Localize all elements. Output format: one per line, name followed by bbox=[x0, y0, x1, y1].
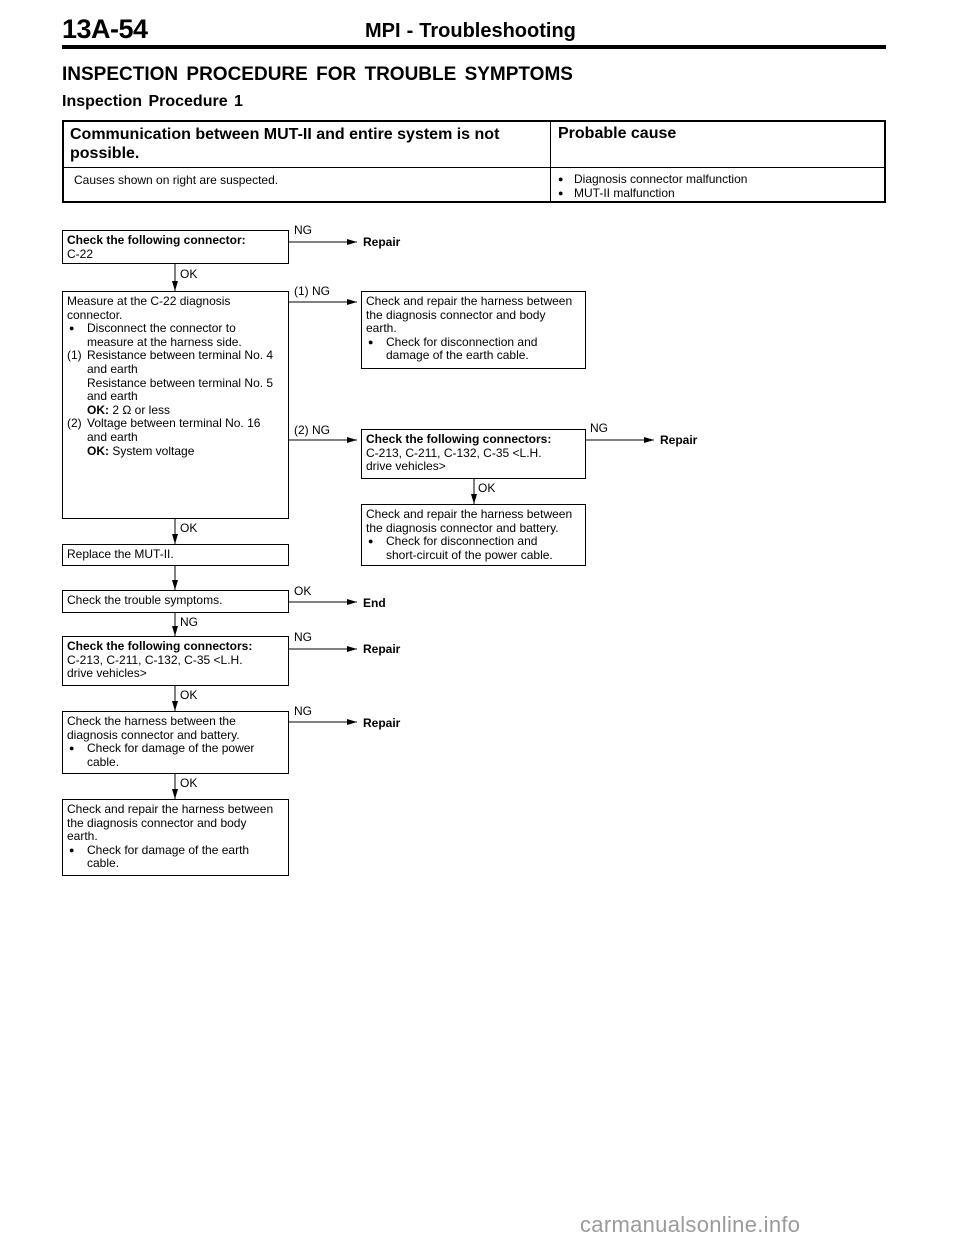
box-text: earth. bbox=[366, 321, 397, 336]
box-text: and earth bbox=[87, 361, 138, 376]
box-bullet: ● Check for damage of the power bbox=[67, 742, 284, 756]
box-text: and earth bbox=[87, 389, 138, 404]
label-ok: OK bbox=[180, 776, 198, 790]
box-text: the diagnosis connector and body bbox=[67, 815, 247, 830]
label-ok: OK bbox=[180, 521, 198, 535]
label-ng: NG bbox=[294, 223, 312, 237]
box-title: Check the following connectors: bbox=[67, 639, 253, 653]
box-title: Check the following connector: bbox=[67, 233, 246, 247]
box-text: C-213, C-211, C-132, C-35 <L.H. bbox=[366, 445, 542, 460]
box-text: connector. bbox=[67, 307, 123, 322]
subsection-name: Troubleshooting bbox=[419, 20, 576, 42]
section-name: MPI bbox=[365, 20, 401, 42]
cause-item: ● Diagnosis connector malfunction bbox=[558, 172, 747, 186]
cause-item: ● MUT-II malfunction bbox=[558, 186, 747, 200]
box-bullet: ● Disconnect the connector to bbox=[67, 322, 284, 336]
item-text: Resistance between terminal No. 4 bbox=[87, 348, 274, 363]
box-text: Resistance between terminal No. 5 bbox=[87, 375, 274, 390]
ok-value: 2 Ω or less bbox=[112, 402, 170, 417]
box-text: cable. bbox=[87, 754, 120, 769]
box-text: diagnosis connector and battery. bbox=[67, 727, 240, 742]
label-ng: NG bbox=[294, 704, 312, 718]
measure-diagnosis-connector-box bbox=[62, 291, 289, 519]
box-text: C-213, C-211, C-132, C-35 <L.H. bbox=[67, 652, 243, 667]
box-text: Replace the MUT-II. bbox=[67, 547, 174, 561]
probable-cause-header: Probable cause bbox=[558, 125, 677, 142]
ok-criterion bbox=[67, 445, 284, 459]
box-numbered-item bbox=[67, 417, 284, 431]
box-text: Check the trouble symptoms. bbox=[67, 593, 223, 607]
action-repair: Repair bbox=[363, 716, 401, 730]
ok-value: System voltage bbox=[112, 443, 195, 458]
box-text: drive vehicles> bbox=[67, 666, 147, 681]
ok-criterion bbox=[67, 404, 284, 418]
box-text: and earth bbox=[87, 429, 138, 444]
label-ng-2: (2) NG bbox=[294, 423, 330, 437]
box-text: Check and repair the harness between bbox=[366, 294, 573, 308]
box-text: Check and repair the harness between bbox=[366, 507, 573, 521]
item-text: Voltage between terminal No. 16 bbox=[87, 416, 261, 431]
ok-label: OK: bbox=[87, 443, 109, 458]
section-dash: - bbox=[406, 20, 414, 42]
box-text: the diagnosis connector and body bbox=[366, 307, 546, 322]
box-title: Check the following connectors: bbox=[366, 432, 552, 446]
box-bullet: ● Check for damage of the earth bbox=[67, 844, 284, 858]
action-end: End bbox=[363, 596, 386, 610]
label-ng-1: (1) NG bbox=[294, 284, 330, 298]
label-ok: OK bbox=[180, 267, 198, 281]
repair-harness-body-earth-box-2 bbox=[62, 799, 289, 876]
ok-label: OK: bbox=[87, 402, 109, 417]
check-trouble-symptoms-box bbox=[62, 590, 289, 613]
label-ok: OK bbox=[478, 481, 496, 495]
box-text: damage of the earth cable. bbox=[386, 348, 529, 363]
box-text: C-22 bbox=[67, 246, 94, 261]
check-harness-battery-box bbox=[62, 711, 289, 774]
box-text: earth. bbox=[67, 829, 98, 844]
page-number: 13A-54 bbox=[62, 14, 148, 44]
action-repair: Repair bbox=[363, 235, 401, 249]
box-bullet: ● Check for disconnection and bbox=[366, 535, 581, 549]
label-ok: OK bbox=[180, 688, 198, 702]
box-text: short-circuit of the power cable. bbox=[386, 547, 553, 562]
check-connector-c22-box bbox=[62, 230, 289, 264]
label-ng: NG bbox=[294, 630, 312, 644]
box-text: Check and repair the harness between bbox=[67, 802, 274, 816]
symptom-title: Communication between MUT-II and entire system is not possible. bbox=[70, 126, 500, 162]
action-repair: Repair bbox=[660, 433, 698, 447]
page-heading: INSPECTION PROCEDURE FOR TROUBLE SYMPTOMS bbox=[62, 64, 573, 85]
box-text: Check the harness between the bbox=[67, 714, 236, 728]
label-ng: NG bbox=[590, 421, 608, 435]
box-text: drive vehicles> bbox=[366, 459, 446, 474]
replace-mut-box bbox=[62, 544, 289, 566]
repair-harness-battery-box bbox=[361, 504, 586, 566]
box-numbered-item bbox=[67, 349, 284, 363]
label-ng: NG bbox=[180, 615, 198, 629]
item-number: (1) bbox=[67, 348, 82, 363]
box-text: measure at the harness side. bbox=[87, 334, 242, 349]
check-connectors-c213-box bbox=[361, 429, 586, 479]
box-text: Measure at the C-22 diagnosis bbox=[67, 294, 231, 308]
check-connectors-c213-box-2 bbox=[62, 636, 289, 686]
box-text: cable. bbox=[87, 856, 120, 871]
symptom-description: Causes shown on right are suspected. bbox=[74, 173, 279, 187]
box-bullet: ● Check for disconnection and bbox=[366, 336, 581, 350]
action-repair: Repair bbox=[363, 642, 401, 656]
box-text: the diagnosis connector and battery. bbox=[366, 520, 559, 535]
item-number: (2) bbox=[67, 416, 82, 431]
procedure-subheading: Inspection Procedure 1 bbox=[62, 93, 243, 110]
watermark: carmanualsonline.info bbox=[580, 1212, 801, 1237]
label-ok: OK bbox=[294, 584, 312, 598]
repair-harness-body-earth-box bbox=[361, 291, 586, 369]
